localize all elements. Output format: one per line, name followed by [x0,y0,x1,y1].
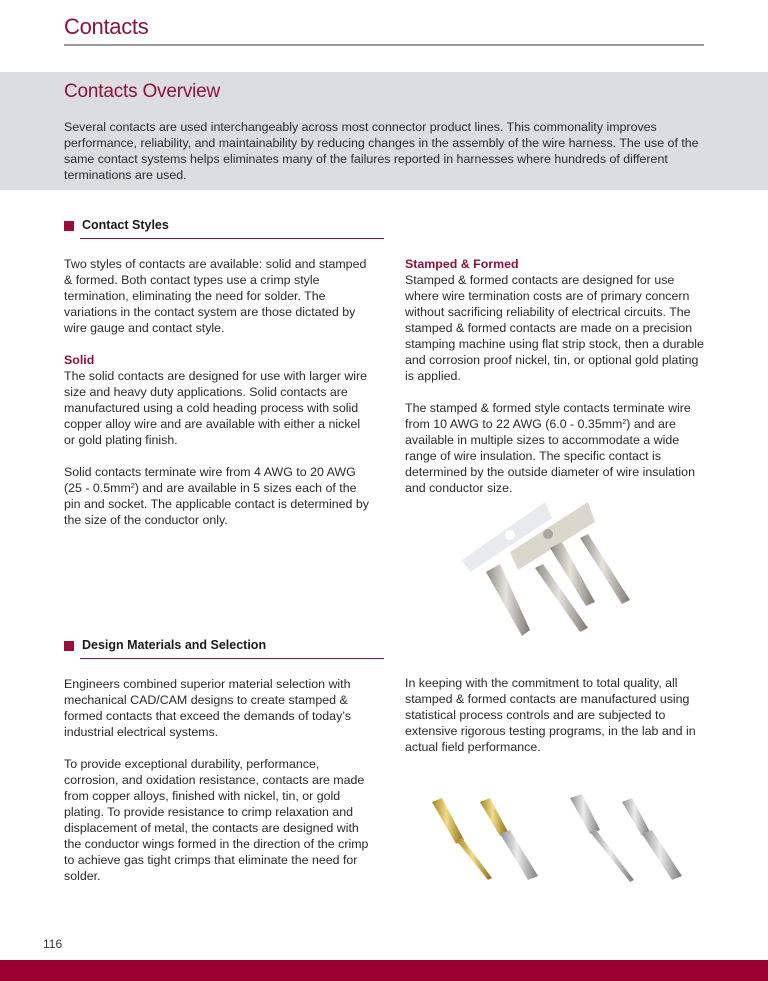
solid-paragraph-1: The solid contacts are designed for use with larger wire size and heavy duty applications. Solid contacts are manufactured using a cold heading process with solid copper alloy wire and are available with either a nickel or gold plating finish. [64,369,368,447]
solid-p2-text: Solid contacts terminate wire from 4 AWG to 20 AWG (25 - 0.5mm [64,465,356,495]
contact-styles-right-column [405,256,710,512]
contact-styles-heading [64,218,384,240]
design-materials-label: Design Materials and Selection [82,638,267,652]
stamped-p2-text-end: ) and are available in multiple sizes to accommodate a wide range of wire insulation. The specific contact is determined by the outside diameter of wire insulation and conductor size. [405,417,695,495]
page-title: Contacts [64,14,149,39]
title-rule [64,44,704,46]
contact-pin [486,564,530,636]
strip-hole [505,530,515,540]
section-rule [80,658,384,659]
design-materials-heading [64,638,384,660]
section-bullet-icon [64,221,74,231]
solid-p2-text-end: ) and are available in 5 sizes each of the pin and socket. The applicable contact is determined by the size of the conductor only. [64,481,369,527]
stamped-paragraph-2 [405,400,710,496]
nickel-socket-contact [622,798,682,880]
solid-p2-sup: 2 [130,483,135,490]
contact-styles-left-column [64,256,370,544]
gold-socket-contact [480,798,538,880]
design-paragraph-1: Engineers combined superior material selection with mechanical CAD/CAM designs to create stamped & formed contacts that exceed the demands of today’s industrial electrical systems. [64,677,351,739]
footer-band [0,960,768,981]
strip-hole [543,529,553,539]
overview-text: Several contacts are used interchangeably across most connector product lines. This commonality improves performance, reliability, and maintainability by reducing changes in the assembly of the wire harness. The use of the same contact systems helps eliminates many of the failures reported in harnesses where hundreds of different terminations are used. [64,120,699,182]
solid-heading: Solid [64,353,95,367]
section-bullet-icon [64,641,74,651]
gold-pin-contact [432,798,492,880]
stamped-contacts-photo [440,500,670,650]
design-materials-left-column [64,676,370,900]
stamped-p2-sup: 2 [622,419,627,426]
design-materials-right-column [405,675,710,771]
plated-contacts-photo [420,780,700,890]
design-paragraph-2: To provide exceptional durability, performance, corrosion, and oxidation resistance, contacts are made from copper alloys, finished with nickel, tin, or gold plating. To provide resistance to crimp relaxation and displacement of metal, the contacts are designed with the conductor wings formed in the direction of the crimp to achieve gas tight crimps that eliminate the need for solder. [64,757,369,883]
stamped-paragraph-1: Stamped & formed contacts are designed for use where wire termination costs are of primary concern without sacrificing reliability of electrical circuits. The stamped & formed contacts are made on a precision stamping machine using flat strip stock, then a durable and corrosion proof nickel, tin, or optional gold plating is applied. [405,273,704,383]
nickel-pin-contact [570,794,634,882]
design-paragraph-3: In keeping with the commitment to total quality, all stamped & formed contacts are manufactured using statistical process controls and are subjected to extensive rigorous testing programs, in the lab and in actual field performance. [405,676,696,754]
stamped-p2-text: The stamped & formed style contacts terminate wire from 10 AWG to 22 AWG (6.0 - 0.35mm [405,401,691,431]
section-rule [80,238,384,239]
contact-styles-label: Contact Styles [82,218,169,232]
solid-paragraph-2 [64,464,370,528]
page-number: 116 [43,937,63,951]
overview-title: Contacts Overview [64,81,221,102]
contact-pin [535,564,588,632]
contact-styles-intro: Two styles of contacts are available: solid and stamped & formed. Both contact types use a crimp style termination, eliminating the need for solder. The variations in the contact system are those dictated by wire gauge and contact style. [64,257,367,335]
stamped-heading: Stamped & Formed [405,257,519,271]
